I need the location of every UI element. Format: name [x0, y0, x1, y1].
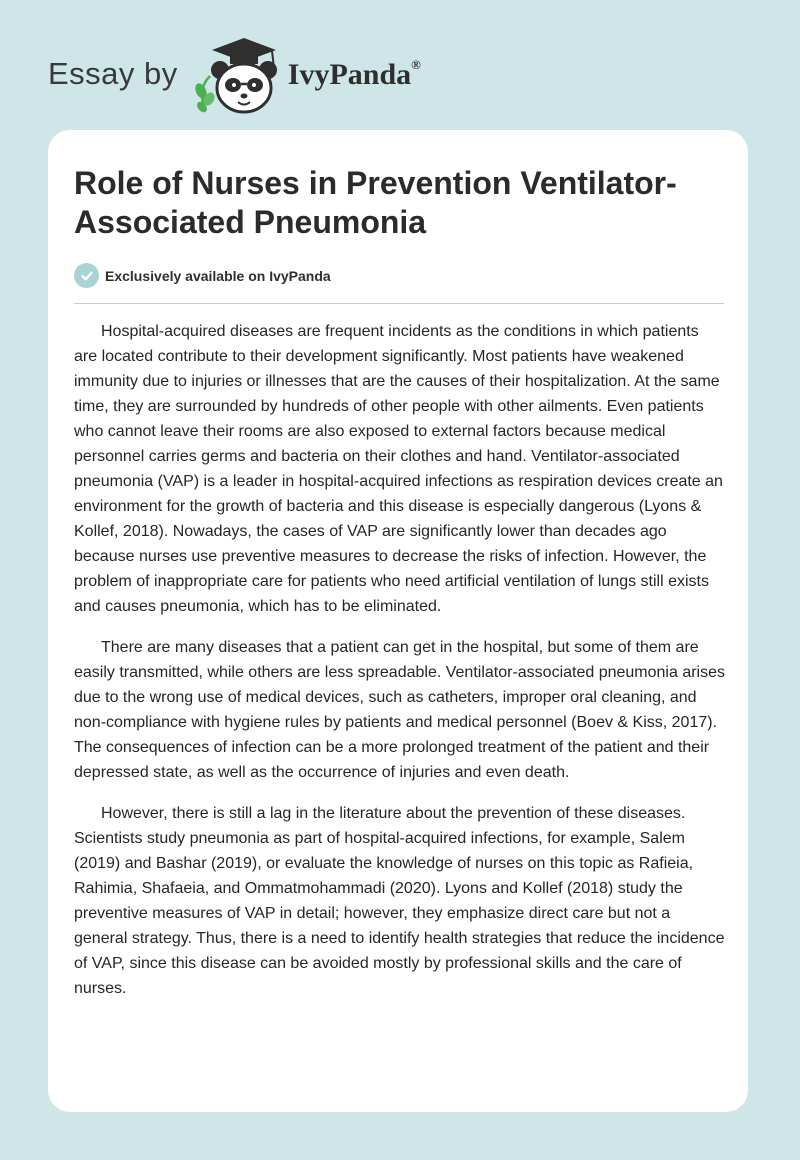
check-icon	[74, 263, 99, 288]
badge-label: Exclusively available on IvyPanda	[105, 267, 331, 284]
paragraph: Hospital-acquired diseases are frequent incidents as the conditions in which patients are located contribute to their development significantly. Most patients have weakened immunity due to injuries or illnesses that are the causes of their hospitalization. At the same time, they are surrounded by hundreds of other people with other ailments. Even patients who cannot leave their rooms are also exposed to external factors because medical personnel carries germs and bacteria on their clothes and hand. Ventilator-associated pneumonia (VAP) is a leader in hospital-acquired infections as respiration devices create an environment for the growth of bacteria and this disease is especially dangerous (Lyons & Kollef, 2018). Nowadays, the cases of VAP are significantly lower than decades ago because nurses use preventive measures to decrease the risks of infection. However, the problem of inappropriate care for patients who need artificial ventilation of lungs still exists and causes pneumonia, which has to be eliminated.	[74, 323, 723, 615]
page-title: Role of Nurses in Prevention Ventilator-Associated Pneumonia	[74, 165, 677, 240]
site-header	[48, 36, 548, 116]
registered-mark: ®	[411, 57, 421, 72]
exclusive-badge	[74, 263, 331, 288]
article-card	[48, 130, 748, 1112]
article-body	[74, 319, 725, 1017]
essay-by-label: Essay by	[48, 56, 178, 91]
divider	[74, 303, 724, 304]
panda-graduate-icon[interactable]	[192, 36, 284, 116]
brand-name[interactable]: IvyPanda®	[287, 57, 421, 91]
paragraph: There are many diseases that a patient can get in the hospital, but some of them are easily transmitted, while others are less spreadable. Ventilator-associated pneumonia arises due to the wrong use of medical devices, such as catheters, improper oral cleaning, and non-compliance with hygiene rules by patients and medical personnel (Boev & Kiss, 2017). The consequences of infection can be a more prolonged treatment of the patient and their depressed state, as well as the occurrence of injuries and even death.	[74, 639, 726, 781]
paragraph: However, there is still a lag in the literature about the prevention of these diseases. Scientists study pneumonia as part of hospital-acquired infections, for example, Salem (2019) and Bashar (2019), or evaluate the knowledge of nurses on this topic as Rafieia, Rahimia, Shafaeia, and Ommatmohammadi (2020). Lyons and Kollef (2018) study the preventive measures of VAP in detail; however, they emphasize direct care but not a general strategy. Thus, there is a need to identify health strategies that reduce the incidence of VAP, since this disease can be avoided mostly by professional skills and the care of nurses.	[74, 805, 725, 997]
